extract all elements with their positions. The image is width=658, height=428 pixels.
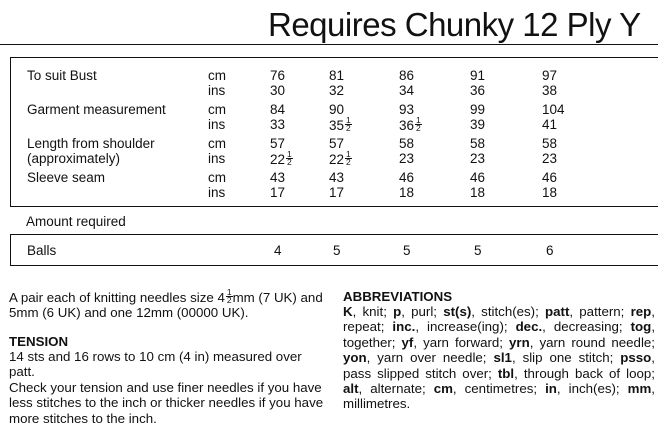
abbreviation-term: in xyxy=(545,381,557,397)
half-fraction: $\frac{1}{2}$ xyxy=(346,149,351,167)
abbreviation-term: alt xyxy=(343,381,359,397)
abbreviation-term: yrn xyxy=(509,334,530,350)
table-cell: 91 xyxy=(470,68,486,83)
unit-ins: ins xyxy=(208,83,226,98)
abbreviation-term: tog xyxy=(630,319,652,335)
table-cell: 81 xyxy=(329,68,345,83)
table-cell: 58 xyxy=(399,136,415,151)
balls-value: 5 xyxy=(474,243,482,258)
unit-ins: ins xyxy=(208,151,226,166)
table-cell: 23 xyxy=(542,151,558,166)
table-cell: 18 xyxy=(399,185,415,200)
table-cell: 35 $\frac{1}{2}$ xyxy=(329,115,351,133)
abbreviation-term: mm xyxy=(627,381,652,397)
table-cell: 46 xyxy=(399,170,415,185)
abbreviation-term: rep xyxy=(630,304,652,319)
abbreviation-term: yf xyxy=(401,334,414,350)
table-cell: 58 xyxy=(470,136,486,151)
measurements-table xyxy=(10,57,658,207)
abbreviation-term: K xyxy=(343,304,353,319)
balls-label: Balls xyxy=(27,243,57,258)
table-cell: 33 xyxy=(270,117,286,132)
abbreviation-term: tbl xyxy=(497,365,515,381)
title-rule xyxy=(0,44,658,45)
unit-ins: ins xyxy=(208,185,226,200)
table-cell: 57 xyxy=(329,136,345,151)
unit-ins: ins xyxy=(208,117,226,132)
amount-required-label: Amount required xyxy=(26,214,126,229)
balls-value: 4 xyxy=(274,243,282,258)
table-cell: 46 xyxy=(542,170,558,185)
abbreviation-term: st(s) xyxy=(443,304,472,319)
table-cell: 23 xyxy=(399,151,415,166)
table-cell: 104 xyxy=(542,102,565,117)
abbreviations-heading: ABBREVIATIONS xyxy=(343,289,453,304)
row-label: Sleeve seam xyxy=(27,170,106,185)
table-cell: 57 xyxy=(270,136,286,151)
row-label: Length from shoulder xyxy=(27,136,155,151)
row-label: Garment measurement xyxy=(27,102,166,117)
table-cell: 43 xyxy=(329,170,345,185)
table-cell: 30 xyxy=(270,83,286,98)
half-fraction: $\frac{1}{2}$ xyxy=(287,149,292,167)
table-cell: 18 xyxy=(470,185,486,200)
table-cell: 32 xyxy=(329,83,345,98)
unit-cm: cm xyxy=(208,136,226,151)
table-cell: 39 xyxy=(470,117,486,132)
table-cell: 22 $\frac{1}{2}$ xyxy=(270,149,292,167)
table-cell: 17 xyxy=(270,185,286,200)
row-label-sub: (approximately) xyxy=(27,151,121,166)
table-cell: 97 xyxy=(542,68,558,83)
table-cell: 76 xyxy=(270,68,286,83)
table-cell: 23 xyxy=(470,151,486,166)
abbreviation-term: inc. xyxy=(392,319,416,335)
table-cell: 43 xyxy=(270,170,286,185)
tension-text-1: 14 sts and 16 rows to 10 cm (4 in) measured over patt. xyxy=(9,349,302,380)
table-cell: 38 xyxy=(542,83,558,98)
row-label: To suit Bust xyxy=(27,68,97,83)
balls-value: 6 xyxy=(546,243,554,258)
unit-cm: cm xyxy=(208,102,226,117)
abbreviation-term: cm xyxy=(433,381,453,397)
table-cell: 36 xyxy=(470,83,486,98)
table-cell: 18 xyxy=(542,185,558,200)
table-cell: 86 xyxy=(399,68,415,83)
table-cell: 84 xyxy=(270,102,286,117)
abbreviation-term: sl1 xyxy=(493,350,512,366)
page-title: Requires Chunky 12 Ply Y xyxy=(268,6,641,43)
table-cell: 41 xyxy=(542,117,558,132)
table-cell: 58 xyxy=(542,136,558,151)
tension-heading: TENSION xyxy=(9,334,69,349)
abbreviation-term: psso xyxy=(620,350,652,366)
half-fraction: $\frac{1}{2}$ xyxy=(226,287,232,305)
table-cell: 46 xyxy=(470,170,486,185)
tension-text-2: Check your tension and use finer needles if you have less stitches to the inch or thicker needles if you have more stitches to the inch. xyxy=(9,380,324,426)
unit-cm: cm xyxy=(208,68,226,83)
balls-value: 5 xyxy=(333,243,341,258)
table-cell: 90 xyxy=(329,102,345,117)
abbreviations-list: K, knit; p, purl; st(s), stitch(es); patt, pattern; rep, repeat; inc., increase(ing); dec., decreasing; tog, together; yf, yarn forward; yrn, yarn round needle; yon, yarn over needle; sl1, slip one stitch; psso, pass slipped stitch over; tbl, through back of loop; alt, alternate; cm, centimetres; in, inch(es); mm, millimetres. xyxy=(343,304,656,412)
table-cell: 93 xyxy=(399,102,415,117)
table-cell: 34 xyxy=(399,83,415,98)
table-cell: 99 xyxy=(470,102,486,117)
table-cell: 36 $\frac{1}{2}$ xyxy=(399,115,421,133)
half-fraction: $\frac{1}{2}$ xyxy=(416,115,421,133)
needles-text: A pair each of knitting needles size 4 $\frac{1}{2}$ mm (7 UK) and 5mm (6 UK) and one 12mm (00000 UK). xyxy=(9,287,323,321)
abbreviation-term: yon xyxy=(343,350,367,366)
table-cell: 22 $\frac{1}{2}$ xyxy=(329,149,351,167)
abbreviation-term: p xyxy=(393,304,402,319)
balls-value: 5 xyxy=(403,243,411,258)
abbreviation-term: dec. xyxy=(515,319,543,335)
balls-table xyxy=(10,234,658,266)
abbreviation-term: patt xyxy=(545,304,570,319)
unit-cm: cm xyxy=(208,170,226,185)
half-fraction: $\frac{1}{2}$ xyxy=(346,115,351,133)
table-cell: 17 xyxy=(329,185,345,200)
